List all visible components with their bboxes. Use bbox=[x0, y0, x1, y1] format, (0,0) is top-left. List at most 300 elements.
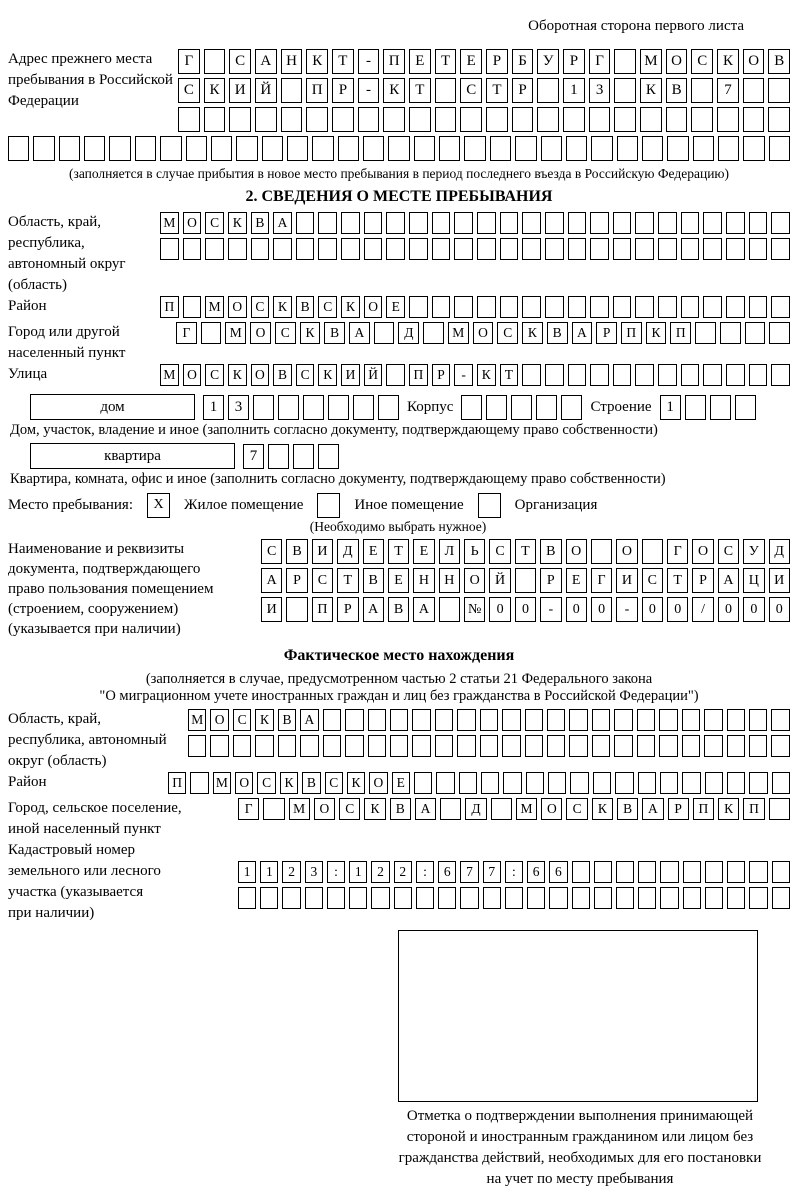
char-cell[interactable] bbox=[435, 709, 453, 731]
char-cell[interactable]: Т bbox=[435, 49, 457, 74]
char-cell[interactable]: М bbox=[516, 798, 537, 820]
char-cell[interactable] bbox=[590, 212, 609, 234]
char-cell[interactable] bbox=[637, 735, 655, 757]
char-cell[interactable] bbox=[549, 887, 567, 909]
char-cell[interactable]: М bbox=[160, 364, 179, 386]
char-cell[interactable]: Р bbox=[563, 49, 585, 74]
char-cell[interactable] bbox=[705, 887, 723, 909]
char-cell[interactable] bbox=[368, 709, 386, 731]
char-cell[interactable]: Т bbox=[388, 539, 409, 564]
char-cell[interactable] bbox=[263, 798, 284, 820]
char-cell[interactable]: Е bbox=[392, 772, 410, 794]
char-cell[interactable] bbox=[435, 78, 457, 103]
char-cell[interactable] bbox=[545, 296, 564, 318]
char-cell[interactable] bbox=[590, 296, 609, 318]
char-cell[interactable] bbox=[432, 212, 451, 234]
checkbox-organizatsiya[interactable] bbox=[478, 493, 501, 518]
char-cell[interactable]: Т bbox=[337, 568, 358, 593]
char-cell[interactable]: А bbox=[349, 322, 370, 344]
char-cell[interactable] bbox=[726, 364, 745, 386]
char-cell[interactable] bbox=[682, 772, 700, 794]
char-cell[interactable]: Н bbox=[413, 568, 434, 593]
char-cell[interactable] bbox=[614, 709, 632, 731]
char-cell[interactable] bbox=[681, 296, 700, 318]
char-cell[interactable] bbox=[589, 107, 611, 132]
kadastr-row-1[interactable] bbox=[238, 861, 790, 883]
char-cell[interactable]: С bbox=[325, 772, 343, 794]
char-cell[interactable] bbox=[210, 735, 228, 757]
char-cell[interactable] bbox=[296, 212, 315, 234]
char-cell[interactable]: Й bbox=[364, 364, 383, 386]
char-cell[interactable] bbox=[616, 887, 634, 909]
fact-rayon-row[interactable] bbox=[168, 772, 790, 794]
char-cell[interactable]: М bbox=[225, 322, 246, 344]
char-cell[interactable] bbox=[409, 107, 431, 132]
char-cell[interactable]: 0 bbox=[769, 597, 790, 622]
char-cell[interactable]: Р bbox=[540, 568, 561, 593]
char-cell[interactable]: Т bbox=[409, 78, 431, 103]
char-cell[interactable] bbox=[390, 709, 408, 731]
char-cell[interactable] bbox=[262, 136, 283, 161]
char-cell[interactable] bbox=[547, 735, 565, 757]
char-cell[interactable] bbox=[371, 887, 389, 909]
char-cell[interactable]: 0 bbox=[489, 597, 510, 622]
char-cell[interactable] bbox=[522, 238, 541, 260]
char-cell[interactable]: К bbox=[717, 49, 739, 74]
char-cell[interactable]: И bbox=[616, 568, 637, 593]
char-cell[interactable] bbox=[743, 136, 764, 161]
char-cell[interactable] bbox=[658, 238, 677, 260]
char-cell[interactable] bbox=[616, 861, 634, 883]
char-cell[interactable] bbox=[660, 887, 678, 909]
char-cell[interactable]: Г bbox=[176, 322, 197, 344]
char-cell[interactable]: О bbox=[250, 322, 271, 344]
char-cell[interactable]: Е bbox=[388, 568, 409, 593]
char-cell[interactable]: С bbox=[233, 709, 251, 731]
char-cell[interactable]: М bbox=[213, 772, 231, 794]
char-cell[interactable] bbox=[771, 212, 790, 234]
char-cell[interactable] bbox=[658, 296, 677, 318]
char-cell[interactable]: Р bbox=[692, 568, 713, 593]
char-cell[interactable] bbox=[273, 238, 292, 260]
char-cell[interactable]: Г bbox=[591, 568, 612, 593]
char-cell[interactable] bbox=[691, 107, 713, 132]
char-cell[interactable]: К bbox=[592, 798, 613, 820]
char-cell[interactable]: Ь bbox=[464, 539, 485, 564]
char-cell[interactable]: 6 bbox=[549, 861, 567, 883]
char-cell[interactable]: К bbox=[273, 296, 292, 318]
char-cell[interactable] bbox=[769, 136, 790, 161]
char-cell[interactable]: - bbox=[540, 597, 561, 622]
char-cell[interactable] bbox=[278, 735, 296, 757]
char-cell[interactable] bbox=[323, 709, 341, 731]
char-cell[interactable]: Т bbox=[667, 568, 688, 593]
char-cell[interactable]: Д bbox=[337, 539, 358, 564]
char-cell[interactable] bbox=[563, 107, 585, 132]
char-cell[interactable]: Н bbox=[281, 49, 303, 74]
char-cell[interactable] bbox=[703, 296, 722, 318]
char-cell[interactable] bbox=[541, 136, 562, 161]
char-cell[interactable] bbox=[296, 238, 315, 260]
char-cell[interactable] bbox=[318, 238, 337, 260]
char-cell[interactable]: Б bbox=[512, 49, 534, 74]
char-cell[interactable] bbox=[749, 364, 768, 386]
char-cell[interactable]: С bbox=[460, 78, 482, 103]
char-cell[interactable] bbox=[503, 772, 521, 794]
char-cell[interactable] bbox=[486, 107, 508, 132]
char-cell[interactable]: С bbox=[261, 539, 282, 564]
char-cell[interactable] bbox=[658, 364, 677, 386]
char-cell[interactable]: И bbox=[769, 568, 790, 593]
char-cell[interactable]: П bbox=[693, 798, 714, 820]
char-cell[interactable] bbox=[704, 735, 722, 757]
char-cell[interactable]: Й bbox=[489, 568, 510, 593]
char-cell[interactable]: О bbox=[692, 539, 713, 564]
char-cell[interactable] bbox=[338, 136, 359, 161]
char-cell[interactable] bbox=[525, 709, 543, 731]
char-cell[interactable]: М bbox=[448, 322, 469, 344]
char-cell[interactable] bbox=[378, 395, 399, 420]
oblast-row-2[interactable] bbox=[160, 238, 790, 260]
char-cell[interactable]: 6 bbox=[438, 861, 456, 883]
char-cell[interactable] bbox=[414, 136, 435, 161]
char-cell[interactable]: К bbox=[341, 296, 360, 318]
char-cell[interactable] bbox=[693, 136, 714, 161]
char-cell[interactable]: В bbox=[388, 597, 409, 622]
char-cell[interactable]: В bbox=[251, 212, 270, 234]
char-cell[interactable]: 0 bbox=[515, 597, 536, 622]
char-cell[interactable] bbox=[769, 322, 790, 344]
char-cell[interactable] bbox=[682, 735, 700, 757]
char-cell[interactable] bbox=[502, 735, 520, 757]
char-cell[interactable] bbox=[743, 78, 765, 103]
korpus-boxes[interactable] bbox=[461, 395, 582, 420]
char-cell[interactable] bbox=[703, 364, 722, 386]
char-cell[interactable]: О bbox=[314, 798, 335, 820]
char-cell[interactable]: : bbox=[416, 861, 434, 883]
char-cell[interactable] bbox=[522, 364, 541, 386]
char-cell[interactable]: 1 bbox=[563, 78, 585, 103]
prev-address-row-2[interactable] bbox=[178, 78, 790, 103]
char-cell[interactable] bbox=[683, 861, 701, 883]
char-cell[interactable] bbox=[522, 212, 541, 234]
char-cell[interactable]: А bbox=[572, 322, 593, 344]
char-cell[interactable]: 0 bbox=[667, 597, 688, 622]
char-cell[interactable]: 2 bbox=[282, 861, 300, 883]
char-cell[interactable] bbox=[727, 735, 745, 757]
char-cell[interactable]: П bbox=[670, 322, 691, 344]
char-cell[interactable] bbox=[211, 136, 232, 161]
char-cell[interactable] bbox=[537, 107, 559, 132]
char-cell[interactable] bbox=[84, 136, 105, 161]
char-cell[interactable]: Е bbox=[413, 539, 434, 564]
char-cell[interactable] bbox=[386, 238, 405, 260]
char-cell[interactable] bbox=[683, 887, 701, 909]
char-cell[interactable] bbox=[749, 861, 767, 883]
char-cell[interactable]: 7 bbox=[483, 861, 501, 883]
char-cell[interactable]: О bbox=[464, 568, 485, 593]
char-cell[interactable]: К bbox=[300, 322, 321, 344]
char-cell[interactable] bbox=[160, 136, 181, 161]
char-cell[interactable] bbox=[201, 322, 222, 344]
char-cell[interactable] bbox=[718, 136, 739, 161]
char-cell[interactable]: Е bbox=[566, 568, 587, 593]
char-cell[interactable]: К bbox=[347, 772, 365, 794]
char-cell[interactable]: П bbox=[743, 798, 764, 820]
char-cell[interactable] bbox=[726, 212, 745, 234]
char-cell[interactable]: С bbox=[178, 78, 200, 103]
char-cell[interactable] bbox=[190, 772, 208, 794]
char-cell[interactable] bbox=[682, 709, 700, 731]
char-cell[interactable] bbox=[659, 735, 677, 757]
char-cell[interactable] bbox=[727, 709, 745, 731]
char-cell[interactable] bbox=[642, 539, 663, 564]
char-cell[interactable]: В bbox=[363, 568, 384, 593]
char-cell[interactable]: К bbox=[364, 798, 385, 820]
char-cell[interactable] bbox=[572, 887, 590, 909]
char-cell[interactable]: В bbox=[273, 364, 292, 386]
char-cell[interactable]: С bbox=[718, 539, 739, 564]
char-cell[interactable] bbox=[502, 709, 520, 731]
char-cell[interactable] bbox=[500, 296, 519, 318]
char-cell[interactable] bbox=[464, 136, 485, 161]
char-cell[interactable] bbox=[414, 772, 432, 794]
char-cell[interactable] bbox=[349, 887, 367, 909]
char-cell[interactable] bbox=[394, 887, 412, 909]
char-cell[interactable] bbox=[260, 887, 278, 909]
char-cell[interactable] bbox=[238, 887, 256, 909]
char-cell[interactable] bbox=[592, 709, 610, 731]
char-cell[interactable] bbox=[637, 709, 655, 731]
char-cell[interactable] bbox=[745, 322, 766, 344]
char-cell[interactable] bbox=[638, 772, 656, 794]
char-cell[interactable] bbox=[205, 238, 224, 260]
char-cell[interactable] bbox=[439, 597, 460, 622]
char-cell[interactable] bbox=[525, 735, 543, 757]
char-cell[interactable]: 1 bbox=[203, 395, 224, 420]
char-cell[interactable]: Г bbox=[589, 49, 611, 74]
checkbox-inoe[interactable] bbox=[317, 493, 340, 518]
char-cell[interactable]: Р bbox=[432, 364, 451, 386]
char-cell[interactable] bbox=[771, 238, 790, 260]
char-cell[interactable] bbox=[635, 212, 654, 234]
char-cell[interactable] bbox=[281, 78, 303, 103]
char-cell[interactable] bbox=[454, 238, 473, 260]
char-cell[interactable]: К bbox=[306, 49, 328, 74]
char-cell[interactable]: С bbox=[229, 49, 251, 74]
char-cell[interactable] bbox=[416, 887, 434, 909]
char-cell[interactable]: - bbox=[616, 597, 637, 622]
char-cell[interactable] bbox=[749, 296, 768, 318]
char-cell[interactable] bbox=[477, 212, 496, 234]
char-cell[interactable] bbox=[188, 735, 206, 757]
char-cell[interactable] bbox=[537, 78, 559, 103]
char-cell[interactable] bbox=[253, 395, 274, 420]
char-cell[interactable] bbox=[768, 107, 790, 132]
char-cell[interactable]: / bbox=[692, 597, 713, 622]
char-cell[interactable] bbox=[281, 107, 303, 132]
char-cell[interactable] bbox=[286, 597, 307, 622]
char-cell[interactable] bbox=[323, 735, 341, 757]
char-cell[interactable]: А bbox=[255, 49, 277, 74]
char-cell[interactable] bbox=[480, 735, 498, 757]
char-cell[interactable] bbox=[345, 709, 363, 731]
char-cell[interactable] bbox=[435, 107, 457, 132]
char-cell[interactable]: 1 bbox=[238, 861, 256, 883]
char-cell[interactable] bbox=[615, 772, 633, 794]
char-cell[interactable]: Т bbox=[515, 539, 536, 564]
char-cell[interactable] bbox=[59, 136, 80, 161]
char-cell[interactable]: 1 bbox=[260, 861, 278, 883]
char-cell[interactable] bbox=[659, 709, 677, 731]
dom-number-boxes[interactable] bbox=[203, 395, 399, 420]
char-cell[interactable] bbox=[749, 212, 768, 234]
char-cell[interactable] bbox=[749, 709, 767, 731]
char-cell[interactable]: К bbox=[280, 772, 298, 794]
char-cell[interactable] bbox=[204, 49, 226, 74]
char-cell[interactable]: Р bbox=[337, 597, 358, 622]
char-cell[interactable] bbox=[440, 798, 461, 820]
char-cell[interactable] bbox=[691, 78, 713, 103]
char-cell[interactable]: 1 bbox=[660, 395, 681, 420]
char-cell[interactable]: В bbox=[324, 322, 345, 344]
char-cell[interactable] bbox=[749, 887, 767, 909]
char-cell[interactable] bbox=[345, 735, 363, 757]
char-cell[interactable]: В bbox=[666, 78, 688, 103]
char-cell[interactable]: 2 bbox=[394, 861, 412, 883]
char-cell[interactable]: К bbox=[228, 364, 247, 386]
char-cell[interactable] bbox=[412, 735, 430, 757]
char-cell[interactable]: К bbox=[522, 322, 543, 344]
char-cell[interactable]: И bbox=[261, 597, 282, 622]
char-cell[interactable] bbox=[772, 887, 790, 909]
char-cell[interactable] bbox=[614, 735, 632, 757]
char-cell[interactable]: О bbox=[566, 539, 587, 564]
char-cell[interactable]: Г bbox=[667, 539, 688, 564]
char-cell[interactable] bbox=[772, 772, 790, 794]
char-cell[interactable] bbox=[183, 238, 202, 260]
char-cell[interactable] bbox=[772, 861, 790, 883]
char-cell[interactable]: В bbox=[768, 49, 790, 74]
char-cell[interactable] bbox=[318, 212, 337, 234]
char-cell[interactable] bbox=[768, 78, 790, 103]
char-cell[interactable] bbox=[681, 364, 700, 386]
char-cell[interactable]: М bbox=[188, 709, 206, 731]
char-cell[interactable] bbox=[590, 238, 609, 260]
char-cell[interactable] bbox=[438, 887, 456, 909]
fact-oblast-row-1[interactable] bbox=[188, 709, 790, 731]
char-cell[interactable] bbox=[593, 772, 611, 794]
char-cell[interactable]: 3 bbox=[589, 78, 611, 103]
char-cell[interactable] bbox=[255, 107, 277, 132]
char-cell[interactable]: С bbox=[318, 296, 337, 318]
char-cell[interactable] bbox=[771, 735, 789, 757]
char-cell[interactable] bbox=[459, 772, 477, 794]
char-cell[interactable] bbox=[771, 709, 789, 731]
char-cell[interactable]: 3 bbox=[305, 861, 323, 883]
ulitsa-row[interactable] bbox=[160, 364, 790, 386]
char-cell[interactable]: К bbox=[477, 364, 496, 386]
char-cell[interactable]: К bbox=[646, 322, 667, 344]
char-cell[interactable]: - bbox=[454, 364, 473, 386]
char-cell[interactable]: К bbox=[228, 212, 247, 234]
char-cell[interactable]: К bbox=[255, 709, 273, 731]
char-cell[interactable] bbox=[666, 107, 688, 132]
char-cell[interactable] bbox=[570, 772, 588, 794]
char-cell[interactable] bbox=[613, 212, 632, 234]
char-cell[interactable] bbox=[635, 364, 654, 386]
char-cell[interactable]: М bbox=[289, 798, 310, 820]
char-cell[interactable] bbox=[727, 861, 745, 883]
char-cell[interactable]: В bbox=[296, 296, 315, 318]
char-cell[interactable] bbox=[409, 296, 428, 318]
char-cell[interactable]: Е bbox=[386, 296, 405, 318]
char-cell[interactable] bbox=[710, 395, 731, 420]
char-cell[interactable] bbox=[236, 136, 257, 161]
char-cell[interactable]: О bbox=[183, 212, 202, 234]
char-cell[interactable]: № bbox=[464, 597, 485, 622]
char-cell[interactable] bbox=[568, 364, 587, 386]
char-cell[interactable] bbox=[278, 395, 299, 420]
char-cell[interactable] bbox=[681, 238, 700, 260]
char-cell[interactable] bbox=[412, 709, 430, 731]
char-cell[interactable] bbox=[268, 444, 289, 469]
char-cell[interactable] bbox=[512, 107, 534, 132]
char-cell[interactable] bbox=[642, 136, 663, 161]
dom-type-box[interactable]: дом bbox=[30, 394, 195, 420]
char-cell[interactable]: А bbox=[261, 568, 282, 593]
char-cell[interactable]: С bbox=[251, 296, 270, 318]
char-cell[interactable]: В bbox=[547, 322, 568, 344]
stroenie-boxes[interactable] bbox=[660, 395, 756, 420]
char-cell[interactable] bbox=[726, 296, 745, 318]
char-cell[interactable] bbox=[640, 107, 662, 132]
char-cell[interactable]: И bbox=[341, 364, 360, 386]
char-cell[interactable] bbox=[727, 887, 745, 909]
char-cell[interactable]: С bbox=[691, 49, 713, 74]
fact-gorod-row[interactable] bbox=[238, 798, 790, 820]
char-cell[interactable]: 0 bbox=[743, 597, 764, 622]
char-cell[interactable] bbox=[460, 887, 478, 909]
char-cell[interactable]: Р bbox=[596, 322, 617, 344]
char-cell[interactable] bbox=[515, 136, 536, 161]
char-cell[interactable] bbox=[409, 212, 428, 234]
char-cell[interactable] bbox=[548, 772, 566, 794]
char-cell[interactable]: А bbox=[273, 212, 292, 234]
char-cell[interactable] bbox=[726, 238, 745, 260]
char-cell[interactable] bbox=[312, 136, 333, 161]
char-cell[interactable] bbox=[33, 136, 54, 161]
char-cell[interactable] bbox=[660, 772, 678, 794]
doc-row-3[interactable] bbox=[261, 597, 790, 622]
prev-address-row-4[interactable] bbox=[8, 136, 790, 161]
char-cell[interactable] bbox=[545, 212, 564, 234]
gorod-row[interactable] bbox=[176, 322, 790, 344]
char-cell[interactable]: : bbox=[505, 861, 523, 883]
char-cell[interactable]: Е bbox=[363, 539, 384, 564]
char-cell[interactable]: В bbox=[390, 798, 411, 820]
fact-oblast-row-2[interactable] bbox=[188, 735, 790, 757]
char-cell[interactable]: С bbox=[566, 798, 587, 820]
char-cell[interactable]: К bbox=[204, 78, 226, 103]
char-cell[interactable] bbox=[526, 772, 544, 794]
char-cell[interactable] bbox=[432, 296, 451, 318]
char-cell[interactable] bbox=[527, 887, 545, 909]
kvartira-type-box[interactable]: квартира bbox=[30, 443, 235, 469]
char-cell[interactable]: Д bbox=[398, 322, 419, 344]
char-cell[interactable] bbox=[545, 364, 564, 386]
char-cell[interactable] bbox=[364, 238, 383, 260]
